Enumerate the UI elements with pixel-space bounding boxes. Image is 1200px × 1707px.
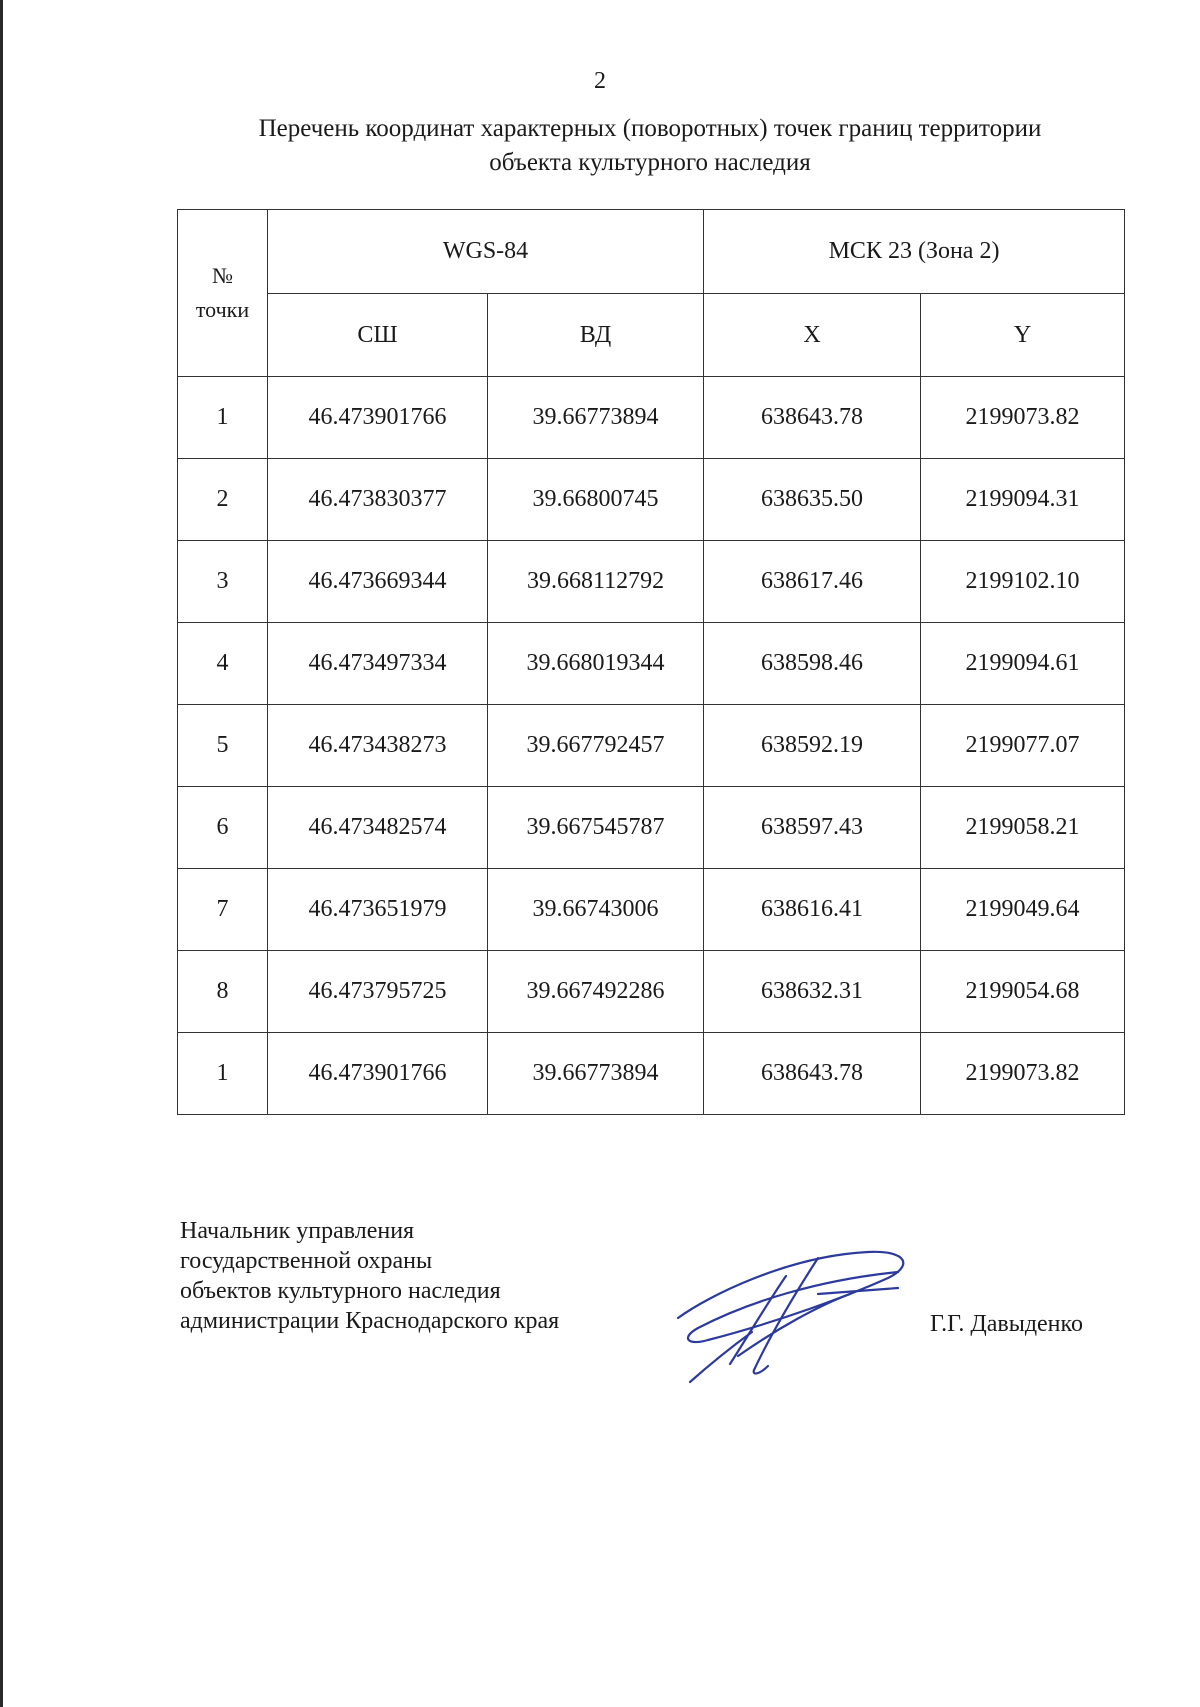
latitude-header: СШ <box>268 294 488 377</box>
wgs84-group-header: WGS-84 <box>268 210 704 294</box>
y-cell: 2199077.07 <box>921 705 1125 787</box>
x-cell: 638617.46 <box>704 541 921 623</box>
point-number-cell: 4 <box>178 623 268 705</box>
point-number-cell: 3 <box>178 541 268 623</box>
x-cell: 638616.41 <box>704 869 921 951</box>
point-number-cell: 8 <box>178 951 268 1033</box>
point-number-header <box>178 210 268 377</box>
longitude-cell: 39.66773894 <box>488 377 704 459</box>
position-line: государственной охраны <box>180 1248 433 1274</box>
x-header: X <box>704 294 921 377</box>
latitude-cell: 46.473497334 <box>268 623 488 705</box>
table-row <box>178 377 1125 459</box>
table-row <box>178 541 1125 623</box>
table-row <box>178 869 1125 951</box>
longitude-cell: 39.66743006 <box>488 869 704 951</box>
y-cell: 2199058.21 <box>921 787 1125 869</box>
position-line: объектов культурного наследия <box>180 1278 501 1304</box>
position-line: Начальник управления <box>180 1218 415 1244</box>
point-number-cell: 1 <box>178 377 268 459</box>
document-title-line-1: Перечень координат характерных (поворотных) точек границ территории <box>258 115 1042 142</box>
x-cell: 638635.50 <box>704 459 921 541</box>
point-number-header-sign: № <box>212 263 233 288</box>
y-cell: 2199094.31 <box>921 459 1125 541</box>
x-cell: 638597.43 <box>704 787 921 869</box>
y-header: Y <box>921 294 1125 377</box>
x-cell: 638592.19 <box>704 705 921 787</box>
signer-name: Г.Г. Давыденко <box>930 1311 1083 1337</box>
longitude-header: ВД <box>488 294 704 377</box>
table-row <box>178 705 1125 787</box>
coordinates-table-body <box>178 377 1125 1115</box>
y-cell: 2199049.64 <box>921 869 1125 951</box>
latitude-cell: 46.473901766 <box>268 1033 488 1115</box>
longitude-cell: 39.66800745 <box>488 459 704 541</box>
y-cell: 2199102.10 <box>921 541 1125 623</box>
point-number-header-label: точки <box>195 297 250 322</box>
point-number-cell: 5 <box>178 705 268 787</box>
position-line: администрации Краснодарского края <box>180 1308 560 1334</box>
table-subheader-row <box>178 294 1125 377</box>
point-number-cell: 7 <box>178 869 268 951</box>
latitude-cell: 46.473669344 <box>268 541 488 623</box>
y-cell: 2199094.61 <box>921 623 1125 705</box>
latitude-cell: 46.473901766 <box>268 377 488 459</box>
page-number: 2 <box>594 68 606 94</box>
x-cell: 638643.78 <box>704 377 921 459</box>
msk23-group-header: МСК 23 (Зона 2) <box>704 210 1125 294</box>
longitude-cell: 39.66773894 <box>488 1033 704 1115</box>
document-title <box>160 112 1140 180</box>
coordinates-table <box>177 209 1125 1115</box>
signatory-position <box>180 1216 640 1336</box>
y-cell: 2199054.68 <box>921 951 1125 1033</box>
handwritten-signature <box>668 1236 928 1386</box>
y-cell: 2199073.82 <box>921 377 1125 459</box>
y-cell: 2199073.82 <box>921 1033 1125 1115</box>
document-title-line-2: объекта культурного наследия <box>489 149 811 176</box>
latitude-cell: 46.473651979 <box>268 869 488 951</box>
longitude-cell: 39.667545787 <box>488 787 704 869</box>
latitude-cell: 46.473482574 <box>268 787 488 869</box>
x-cell: 638632.31 <box>704 951 921 1033</box>
longitude-cell: 39.667492286 <box>488 951 704 1033</box>
latitude-cell: 46.473830377 <box>268 459 488 541</box>
table-row <box>178 787 1125 869</box>
signature-strokes <box>678 1252 903 1382</box>
table-row <box>178 951 1125 1033</box>
point-number-cell: 1 <box>178 1033 268 1115</box>
longitude-cell: 39.668112792 <box>488 541 704 623</box>
x-cell: 638643.78 <box>704 1033 921 1115</box>
table-row <box>178 623 1125 705</box>
point-number-cell: 2 <box>178 459 268 541</box>
longitude-cell: 39.667792457 <box>488 705 704 787</box>
latitude-cell: 46.473795725 <box>268 951 488 1033</box>
scan-edge <box>0 0 3 1707</box>
point-number-cell: 6 <box>178 787 268 869</box>
longitude-cell: 39.668019344 <box>488 623 704 705</box>
table-row <box>178 459 1125 541</box>
table-row <box>178 1033 1125 1115</box>
latitude-cell: 46.473438273 <box>268 705 488 787</box>
x-cell: 638598.46 <box>704 623 921 705</box>
table-header-row <box>178 210 1125 294</box>
